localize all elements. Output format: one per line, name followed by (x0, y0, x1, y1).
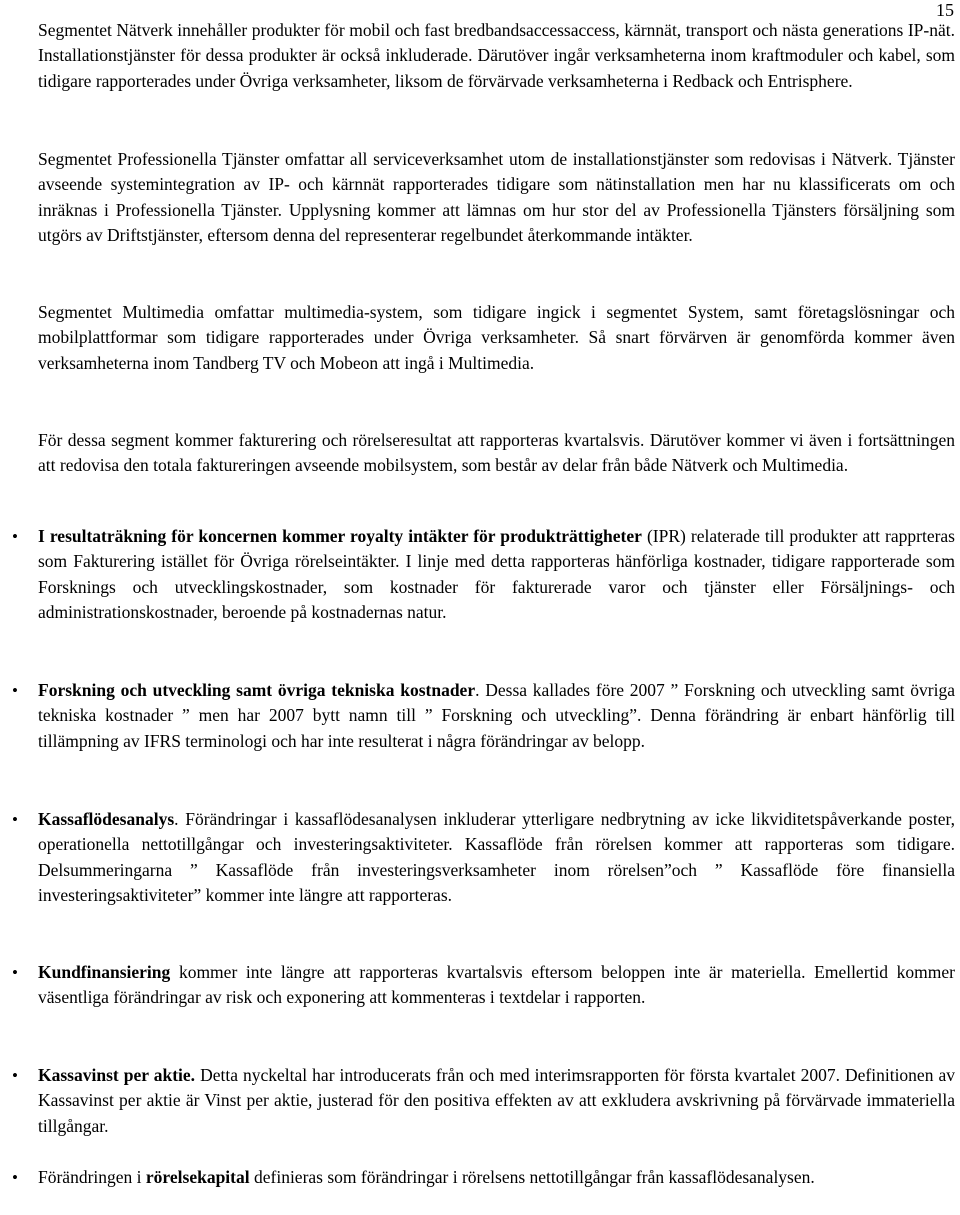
bullet-dot: • (12, 1066, 18, 1085)
bullet-dot: • (12, 527, 18, 546)
bullet-body: . Dessa kallades före 2007 ” Forskning och utveckling samt övriga tekniska kostnader ” men har 2007 bytt namn till ” Forskning och utveckling”. Denna förändring är enbart hänförlig till tillämpning av IFRS terminologi och har inte resulterat i några förändringar av belopp. (38, 680, 955, 751)
bullet-dot: • (12, 681, 18, 700)
bullet-dot: • (12, 963, 18, 982)
bullet-body: (IPR) relaterade till produkter att rapprteras som Fakturering istället för Övriga rörelseintäkter. I linje med detta rapporteras hänförliga kostnader, tidigare rapporterade som Forsknings och utvecklingskostnader, som kostnader för fakturerade varor och tjänster eller Försäljnings- och administrationskostnader, beroende på kostnadernas natur. (38, 526, 955, 622)
bullet-body: definieras som förändringar i rörelsens nettotillgångar från kassaflödesanalysen. (249, 1167, 815, 1187)
bullet-body: kommer inte längre att rapporteras kvartalsvis eftersom beloppen inte är materiella. Emellertid kommer väsentliga förändringar av risk och exponering att kommenteras i textdelar i rapporten. (38, 962, 955, 1008)
bullet-item-kundfinansiering (12, 960, 955, 1011)
paragraph-text: För dessa segment kommer fakturering och rörelseresultat att rapporteras kvartalsvis. Därutöver kommer vi även i fortsättningen att redovisa den totala faktureringen avseende mobilsystem, som består av delar från både Nätverk och Multimedia. (38, 430, 955, 476)
bullet-bold-term: Kassavinst per aktie. (38, 1065, 196, 1085)
paragraph-natverk (38, 18, 955, 94)
bullet-lead: Förändringen i (38, 1167, 146, 1187)
bullet-dot: • (12, 1168, 18, 1187)
bullet-body: Detta nyckeltal har introducerats från och med interimsrapporten för första kvartalet 2007. Definitionen av Kassavinst per aktie är Vinst per aktie, justerad för den positiva effekten av att exkludera avskrivning på förvärvade immateriella tillgångar. (38, 1065, 955, 1136)
bullet-item-rorelsekapital (12, 1165, 955, 1190)
bullet-item-kassaflodesanalys (12, 807, 955, 908)
paragraph-text: Segmentet Multimedia omfattar multimedia-system, som tidigare ingick i segmentet System, samt företagslösningar och mobilplattformar som tidigare rapporterades under Övriga verksamheter. Så snart förvärven är genomförda kommer även verksamheterna inom Tandberg TV och Mobeon att ingå i Multimedia. (38, 302, 955, 373)
bullet-item-ipr (12, 524, 955, 625)
bullet-bold-term: Kassaflödesanalys (38, 809, 175, 829)
bullet-body: . Förändringar i kassaflödesanalysen inkluderar ytterligare nedbrytning av icke likviditetspåverkande poster, operationella nettotillgångar och investeringsaktiviteter. Kassaflöde från rörelsen kommer att rapporteras som tidigare. Delsummeringarna ” Kassaflöde från investeringsverksamheter inom rörelsen”och ” Kassaflöde före finansiella investeringsaktiviteter” kommer inte längre att rapporteras. (38, 809, 955, 905)
page-number: 15 (936, 0, 954, 20)
bullet-bold-term: I resultaträkning för koncernen kommer royalty intäkter för produkträttigheter (38, 526, 642, 546)
bullet-item-forskning (12, 678, 955, 754)
paragraph-fakturering (38, 428, 955, 479)
paragraph-multimedia (38, 300, 955, 376)
bullet-bold-term: Forskning och utveckling samt övriga tekniska kostnader (38, 680, 476, 700)
bullet-dot: • (12, 810, 18, 829)
paragraph-text: Segmentet Nätverk innehåller produkter för mobil och fast bredbandsaccessaccess, kärnnät, transport och nästa generations IP-nät. Installationstjänster för dessa produkter är också inkluderade. Därutöver ingår verksamheterna inom kraftmoduler och kabel, som tidigare rapporterades under Övriga verksamheter, liksom de förvärvade verksamheterna i Redback och Entrisphere. (38, 20, 955, 91)
bullet-item-kassavinst (12, 1063, 955, 1139)
bullet-bold-term: Kundfinansiering (38, 962, 171, 982)
paragraph-professionella-tjanster (38, 147, 955, 248)
paragraph-text: Segmentet Professionella Tjänster omfattar all serviceverksamhet utom de installationstjänster som redovisas i Nätverk. Tjänster avseende systemintegration av IP- och kärnnät rapporterades tidigare som nätinstallation men har nu klassificerats om och inräknas i Professionella Tjänster. Upplysning kommer att lämnas om hur stor del av Professionella Tjänsters försäljning som utgörs av Driftstjänster, eftersom denna del representerar regelbundet återkommande intäkter. (38, 149, 955, 245)
bullet-bold-term: rörelsekapital (145, 1167, 250, 1187)
